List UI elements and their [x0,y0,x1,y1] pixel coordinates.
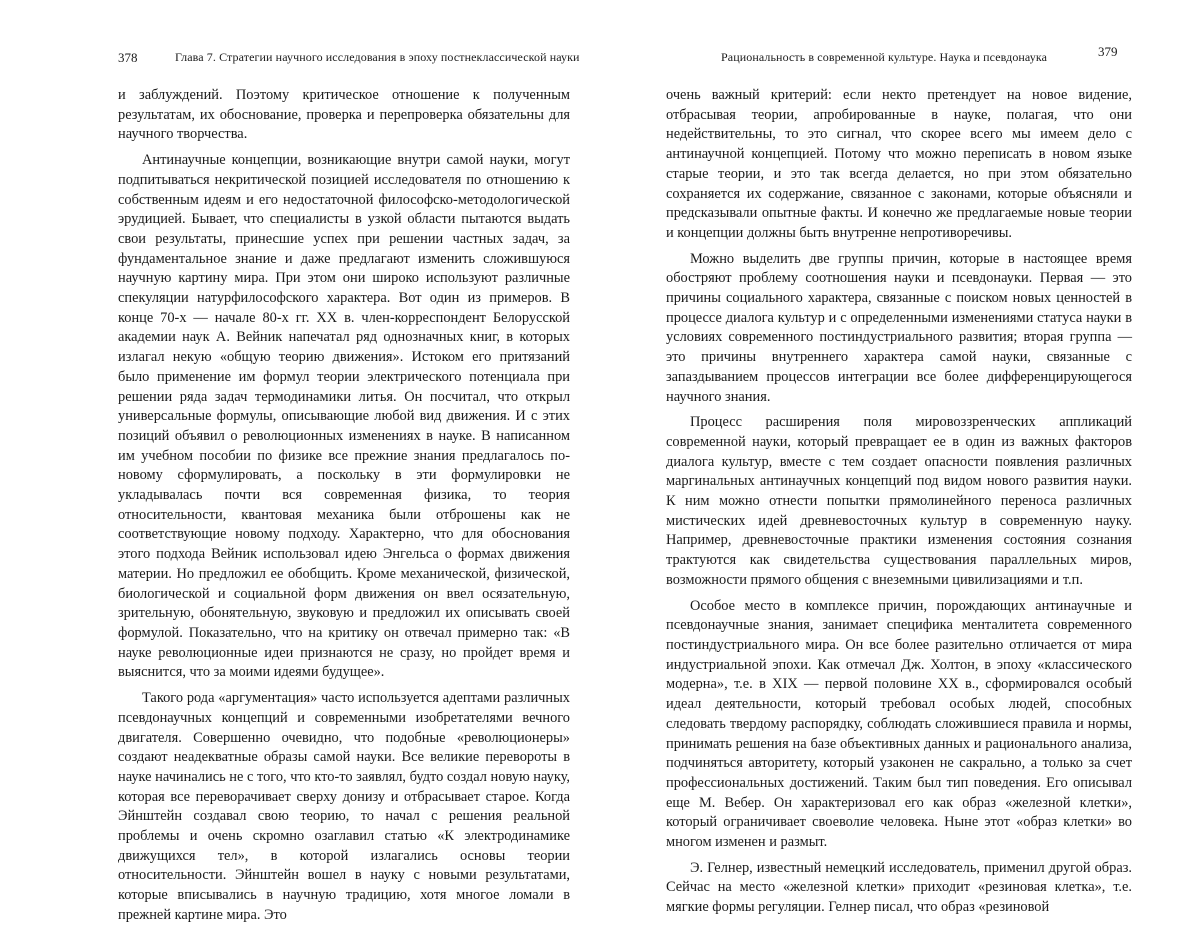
paragraph: Такого рода «аргументация» часто используется адептами различных псевдонаучных концепций и современными изобретателями вечного двигателя. Совершенно очевидно, что подобные «революционеры» создают неадекватные образы самой науки. Все великие перевороты в науке начинались не с того, что кто-то заявлял, будто создал новую науку, которая все переворачивает сверху донизу и отбрасывает старое. Когда Эйнштейн создавал свою теорию, то начал с решения реальной проблемы и очень скромно озаглавил статью «К электродинамике движущихся тел», в которой излагались основы теории относительности. Эйнштейн вошел в науку с новыми результатами, которые вписывались в научную традицию, хотя многое ломали в прежней картине мира. Это [118,690,570,923]
paragraph: Э. Гелнер, известный немецкий исследователь, применил другой образ. Сейчас на место «железной клетки» приходит «резиновая клетка», т.е. мягкие формы регуляции. Гелнер писал, что образ «резиновой [666,859,1132,916]
running-head: Глава 7. Стратегии научного исследования в эпоху постнеклассической науки [175,50,580,64]
right-page [600,0,1200,916]
paragraph: Процесс расширения поля мировоззренческих аппликаций современной науки, который превращает ее в один из важных факторов диалога культур, вместе с тем создает опасности появления различных маргинальных антинаучных концепций под видом нового развития науки. К ним можно отнести попытки прямолинейного переноса различных мистических идей древневосточных культур в современную науку. Например, древневосточные практики изменения состояния сознания трактуются как свидетельства существования параллельных миров, возможности прямого общения с внеземными цивилизациями и т.п. [666,414,1132,588]
page-number: 379 [1098,44,1118,59]
paragraph: и заблуждений. Поэтому критическое отношение к полученным результатам, их обоснование, проверка и перепроверка обязательны для научного творчества. [118,87,570,143]
page-number: 378 [118,50,138,65]
page-body [118,86,570,926]
left-page [0,0,600,923]
paragraph: Особое место в комплексе причин, порождающих антинаучные и псевдонаучные знания, занимает специфика менталитета современного постиндустриального мира. Он все более разительно отличается от мира индустриальной эпохи. Как отмечал Дж. Холтон, в эпоху «классического модерна», т.е. в XIX — первой половине XX в., сформировался особый идеал деятельности, который требовал особых людей, способных следовать твердому распорядку, соблюдать сложившиеся правила и нормы, принимать решения на базе объективных данных и рационального анализа, подчиняться авторитету, который узаконен не сакрально, а только за счет профессиональных достижений. Таким был тип поведения. Его описывал еще М. Вебер. Он характеризовал его как образ «железной клетки», который ограничивает своеволие человека. Ныне этот «образ клетки» во многом изменен и размыт. [666,597,1132,851]
paragraph: Антинаучные концепции, возникающие внутри самой науки, могут подпитываться некритической позицией исследователя по отношению к собственным идеям и его недостаточной философско-методологической эрудицией. Бывает, что специалисты в узкой области пытаются выдать свои результаты, принесшие успех при решении частных задач, за фундаментальное знание и даже предлагают изменить сложившуюся научную картину мира. При этом они широко используют различные спекуляции натурфилософского характера. Вот один из примеров. В конце 70-х — начале 80-х гг. XX в. член-корреспондент Белорусской академии наук А. Вейник напечатал ряд однозначных книг, в которых излагал некую «общую теорию движения». Истоком его притязаний было применение им формул теории электрического потенциала при решении ряда задач термодинамики литья. Он посчитал, что открыл универсальные формулы, описывающие любой вид движения. И с этих позиций объявил о революционных изменениях в науке. В написанном им учебном пособии по физике все прежние знания предлагалось по-новому сформулировать, а поскольку в эти формулировки не укладывалась почти вся современная физика, то теория относительности, квантовая механика были отброшены как не соответствующие новому подходу. Характерно, что для обоснования этого подхода Вейник использовал идею Энгельса о формах движения материи. Но предложил ее обобщить. Кроме механической, физической, биологической и социальной форм движения он ввел осязательную, зрительную, обонятельную, звуковую и предложил их описывать своей формулой. Показательно, что на критику он отвечал примерно так: «В науке революционные идеи признаются не сразу, но пройдет время и выяснится, что за моими идеями будущее». [118,152,570,681]
paragraph: Можно выделить две группы причин, которые в настоящее время обостряют проблему соотношения науки и псевдонауки. Первая — это причины социального характера, связанные с поиском новых ценностей в процессе диалога культур и с определенными изменениями статуса науки в условиях современного постиндустриального развития; вторая группа — это причины внутреннего характера самой науки, связанные с запаздыванием процессов интеграции все более дифференцирующегося научного знания. [666,250,1132,405]
paragraph: очень важный критерий: если некто претендует на новое видение, отбрасывая теории, апробированные в науке, полагая, что они недействительны, то это сигнал, что скорее всего мы имеем дело с антинаучной концепцией. Потому что можно переписать в новом языке старые теории, и это так всегда делается, но при этом обязательно сохраняется их содержание, связанное с законами, которые объясняли и предсказывали опытные факты. И конечно же предлагаемые новые теории и концепции должны быть внутренне непротиворечивы. [666,87,1132,241]
running-head: Рациональность в современной культуре. Наука и псевдонаука [721,50,1048,64]
page-body [666,86,1132,918]
